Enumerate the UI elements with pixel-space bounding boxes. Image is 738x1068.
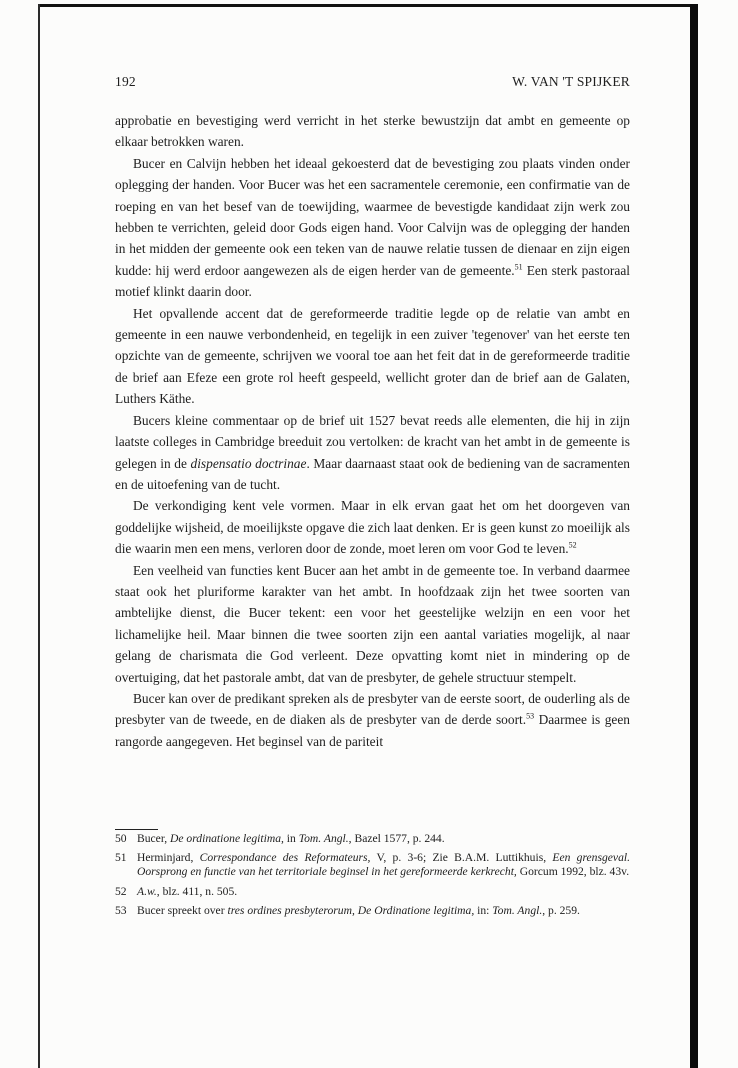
footnotes	[115, 832, 630, 923]
running-head-author: W. VAN 'T SPIJKER	[512, 74, 630, 89]
footnote: 51 Herminjard, Correspondance des Reformateurs, V, p. 3-6; Zie B.A.M. Luttikhuis, Een grensgeval. Oorsprong en functie van het territoriale beginsel in het gereformeerde kerkrecht, Gorcum 1992, blz. 43v.	[115, 851, 630, 879]
paragraph: approbatie en bevestiging werd verricht in het sterke bewustzijn dat ambt en gemeente op elkaar betrokken waren.	[115, 113, 630, 150]
footnote: 50 Bucer, De ordinatione legitima, in Tom. Angl., Bazel 1577, p. 244.	[115, 832, 445, 845]
paragraph: Bucer kan over de predikant spreken als de presbyter van de eerste soort, de ouderling als de presbyter van de tweede, en de diaken als de presbyter van de derde soort.$^{53}$ Daarmee is geen rangorde aangegeven. Het beginsel van de pariteit	[115, 690, 630, 749]
scan-border-left	[38, 4, 40, 1068]
footnote-ref: 51	[514, 262, 523, 272]
footnote-number: 52	[115, 884, 127, 898]
footnote-number: 53	[115, 903, 127, 917]
footnote-rule	[115, 829, 158, 830]
footnote-number: 50	[115, 832, 127, 845]
footnote-number: 51	[115, 851, 127, 865]
paragraph: Bucer en Calvijn hebben het ideaal gekoesterd dat de bevestiging zou plaats vinden onder oplegging der handen. Voor Bucer was het een sacramentele ceremonie, een confirmatie van de roeping en van het besef van de toewijding, waarmee de bevestigde kandidaat zijn werk zou hebben te verrichten, geleid door Gods eigen hand. Voor Calvijn was de oplegging der handen in het midden der gemeente ook een teken van de nauwe relatie tussen de dienaar en zijn eigen kudde: hij werd erdoor aangewezen als de eigen herder van de gemeente.$^{51}$ Een sterk pastoraal motief klinkt daarin door.	[115, 155, 630, 300]
page-number: 192	[115, 74, 136, 89]
body-text	[115, 110, 630, 752]
paragraph: Bucers kleine commentaar op de brief uit 1527 bevat reeds alle elementen, die hij in zijn laatste colleges in Cambridge breeduit zou vertolken: de kracht van het ambt in de gemeente is gelegen in de dispensatio doctrinae. Maar daarnaast staat ook de bediening van de sacramenten en de uitoefening van de tucht.	[115, 412, 631, 492]
paragraph: De verkondiging kent vele vormen. Maar in elk ervan gaat het om het doorgeven van goddelijke wijsheid, de moeilijkste opgave die zich laat denken. Er is geen kunst zo moeilijk als die waarin men een mens, verloren door de zonde, moet leren om voor God te leven.$^{52}$	[115, 498, 630, 557]
paragraph: Een veelheid van functies kent Bucer aan het ambt in de gemeente toe. In verband daarmee staat ook het pluriforme karakter van het ambt. In hoofdzaak zijn het twee soorten van ambtelijke dienst, die Bucer tekent: een voor het geestelijke welzijn en een voor het lichamelijke heil. Maar binnen die twee soorten zijn een aantal variaties mogelijk, al naar gelang de charismata die God verleent. Deze opvatting komt niet in mindering op de overtuiging, dat het pastorale ambt, dat van de presbyter, de gehele structuur stempelt.	[115, 562, 630, 685]
footnote-ref: 53	[526, 711, 535, 721]
scan-border-right	[690, 4, 698, 1068]
footnote: 52 A.w., blz. 411, n. 505.	[115, 884, 238, 898]
footnote-ref: 52	[568, 540, 577, 550]
footnote: 53 Bucer spreekt over tres ordines presbyterorum, De Ordinatione legitima, in: Tom. Angl., p. 259.	[115, 903, 580, 917]
paragraph: Het opvallende accent dat de gereformeerde traditie legde op de relatie van ambt en gemeente in een nauwe verbondenheid, en tegelijk in een zuiver 'tegenover' van het eerste ten opzichte van de gemeente, schrijven we vooral toe aan het feit dat in de gereformeerde traditie de brief aan Efeze een grote rol heeft gespeeld, wellicht groter dan de brief aan de Galaten, Luthers Käthe.	[115, 305, 630, 407]
scan-border-top	[38, 4, 694, 7]
